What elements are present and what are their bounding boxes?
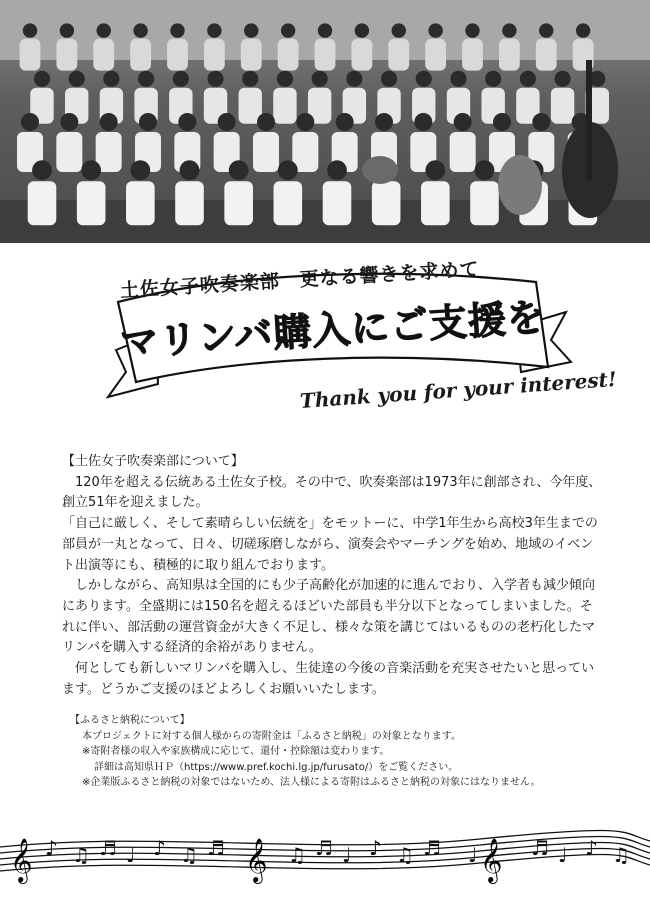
person-head bbox=[336, 113, 354, 131]
person-body bbox=[93, 39, 114, 71]
person-body bbox=[224, 181, 253, 225]
person-head bbox=[103, 71, 119, 87]
person-body bbox=[167, 39, 188, 71]
person-body bbox=[499, 39, 520, 71]
person-body bbox=[470, 181, 499, 225]
music-note-icon: ♬ bbox=[207, 836, 225, 860]
music-note-icon: ♬ bbox=[531, 836, 549, 860]
person-body bbox=[56, 39, 77, 71]
person-head bbox=[454, 113, 472, 131]
person-body bbox=[462, 39, 483, 71]
person-head bbox=[100, 113, 118, 131]
person-head bbox=[485, 71, 501, 87]
music-note-icon: ♪ bbox=[45, 836, 58, 860]
person-head bbox=[392, 23, 406, 37]
person-head bbox=[576, 23, 590, 37]
music-note-icon: ♩ bbox=[126, 843, 136, 867]
person-body bbox=[241, 39, 262, 71]
person-body bbox=[274, 181, 303, 225]
person-head bbox=[416, 71, 432, 87]
treble-clef-icon: 𝄞 bbox=[245, 838, 268, 882]
person-head bbox=[207, 71, 223, 87]
person-head bbox=[381, 71, 397, 87]
music-note-icon: ♫ bbox=[288, 843, 306, 867]
person-head bbox=[32, 160, 52, 180]
person-head bbox=[346, 71, 362, 87]
person-body bbox=[56, 132, 82, 172]
person-body bbox=[130, 39, 151, 71]
person-body bbox=[372, 181, 401, 225]
person-head bbox=[34, 71, 50, 87]
person-head bbox=[532, 113, 550, 131]
person-head bbox=[23, 23, 37, 37]
about-heading: 【土佐女子吹奏楽部について】 bbox=[62, 454, 244, 469]
group-photo bbox=[0, 0, 650, 243]
music-note-icon: ♫ bbox=[396, 843, 414, 867]
person-head bbox=[60, 113, 78, 131]
person-body bbox=[273, 88, 296, 124]
person-head bbox=[139, 113, 157, 131]
treble-clef-icon: 𝄞 bbox=[10, 838, 33, 882]
person-head bbox=[97, 23, 111, 37]
furusato-section bbox=[70, 713, 600, 791]
person-head bbox=[475, 160, 495, 180]
person-head bbox=[69, 71, 85, 87]
person-head bbox=[178, 113, 196, 131]
person-head bbox=[375, 113, 393, 131]
person-body bbox=[450, 132, 476, 172]
music-note-icon: ♩ bbox=[468, 843, 478, 867]
music-note-icon: ♪ bbox=[585, 836, 598, 860]
group-photo-illustration bbox=[0, 0, 650, 243]
banner-subtitle: 土佐女子吹奏楽部 更なる響きを求めて bbox=[119, 258, 481, 302]
person-body bbox=[175, 181, 204, 225]
music-note-icon: ♬ bbox=[423, 836, 441, 860]
music-note-icon: ♪ bbox=[153, 836, 166, 860]
person-body bbox=[77, 181, 106, 225]
person-head bbox=[554, 71, 570, 87]
person-head bbox=[257, 113, 275, 131]
music-note-icon: ♫ bbox=[612, 843, 630, 867]
person-body bbox=[425, 39, 446, 71]
person-head bbox=[207, 23, 221, 37]
person-head bbox=[312, 71, 328, 87]
person-head bbox=[242, 71, 258, 87]
person-head bbox=[170, 23, 184, 37]
person-head bbox=[414, 113, 432, 131]
person-head bbox=[173, 71, 189, 87]
person-head bbox=[277, 71, 293, 87]
person-head bbox=[450, 71, 466, 87]
music-staff-decoration bbox=[0, 815, 650, 890]
person-body bbox=[20, 39, 41, 71]
music-note-icon: ♬ bbox=[315, 836, 333, 860]
about-paragraph: 「自己に厳しく、そして素晴らしい伝統を」をモットーに、中学1年生から高校3年生までの部員が一丸となって、日々、切磋琢磨しながら、演奏会やマーチングを始め、地域のイベント出演等にも、積極的に取り組んでおります。 bbox=[62, 516, 598, 573]
person-body bbox=[388, 39, 409, 71]
treble-clef-icon: 𝄞 bbox=[480, 838, 503, 882]
person-head bbox=[296, 113, 314, 131]
music-note-icon: ♬ bbox=[99, 836, 117, 860]
person-head bbox=[138, 71, 154, 87]
person-body bbox=[323, 181, 352, 225]
person-head bbox=[428, 23, 442, 37]
music-note-icon: ♩ bbox=[558, 843, 568, 867]
person-head bbox=[520, 71, 536, 87]
person-head bbox=[133, 23, 147, 37]
person-head bbox=[355, 23, 369, 37]
furusato-line: ※寄附者様の収入や家族構成に応じて、還付・控除額は変わります。 bbox=[82, 746, 390, 757]
person-body bbox=[421, 181, 450, 225]
about-paragraph: しかしながら、高知県は全国的にも少子高齢化が加速的に進んでおり、入学者も減少傾向にあります。全盛期には150名を超えるほどいた部員も半分以下となってしまいました。それに伴い、部活動の運営資金が大きく不足し、様々な策を講じてはいるものの老朽化したマリンバを購入する経済的余裕がありません。 bbox=[62, 578, 596, 656]
person-body bbox=[278, 39, 299, 71]
person-head bbox=[130, 160, 150, 180]
furusato-line: 詳細は高知県ＨＰ（https://www.pref.kochi.lg.jp/furusato/）をご覧ください。 bbox=[94, 761, 459, 773]
person-head bbox=[425, 160, 445, 180]
person-head bbox=[21, 113, 39, 131]
person-head bbox=[318, 23, 332, 37]
thank-you-message: Thank you for your interest! bbox=[299, 366, 618, 413]
person-body bbox=[204, 39, 225, 71]
person-head bbox=[60, 23, 74, 37]
furusato-line: 本プロジェクトに対する個人様からの寄附金は「ふるさと納税」の対象となります。 bbox=[82, 730, 461, 742]
person-head bbox=[180, 160, 200, 180]
music-note-icon: ♫ bbox=[180, 843, 198, 867]
person-head bbox=[327, 160, 347, 180]
about-section bbox=[62, 452, 602, 700]
furusato-line: ※企業版ふるさと納税の対象ではないため、法人様による寄附はふるさと納税の対象にはなりません。 bbox=[82, 777, 541, 788]
person-head bbox=[278, 160, 298, 180]
person-head bbox=[218, 113, 236, 131]
furusato-heading: 【ふるさと納税について】 bbox=[70, 715, 190, 726]
person-body bbox=[126, 181, 155, 225]
about-paragraph: 120年を超える伝統ある土佐女子校。その中で、吹奏楽部は1973年に創部され、今年度、創立51年を迎えました。 bbox=[62, 474, 602, 511]
about-paragraph: 何としても新しいマリンバを購入し、生徒達の今後の音楽活動を充実させたいと思っています。どうかご支援のほどよろしくお願いいたします。 bbox=[62, 661, 595, 697]
person-body bbox=[315, 39, 336, 71]
person-head bbox=[539, 23, 553, 37]
person-body bbox=[253, 132, 279, 172]
banner-title: マリンバ購入にご支援を bbox=[118, 295, 548, 365]
person-body bbox=[551, 88, 574, 124]
person-head bbox=[465, 23, 479, 37]
music-note-icon: ♩ bbox=[342, 843, 352, 867]
person-head bbox=[502, 23, 516, 37]
person-head bbox=[244, 23, 258, 37]
person-head bbox=[493, 113, 511, 131]
person-head bbox=[229, 160, 249, 180]
person-body bbox=[536, 39, 557, 71]
person-head bbox=[281, 23, 295, 37]
person-body bbox=[351, 39, 372, 71]
music-note-icon: ♫ bbox=[72, 843, 90, 867]
music-note-icon: ♪ bbox=[369, 836, 382, 860]
person-head bbox=[81, 160, 101, 180]
person-body bbox=[28, 181, 57, 225]
